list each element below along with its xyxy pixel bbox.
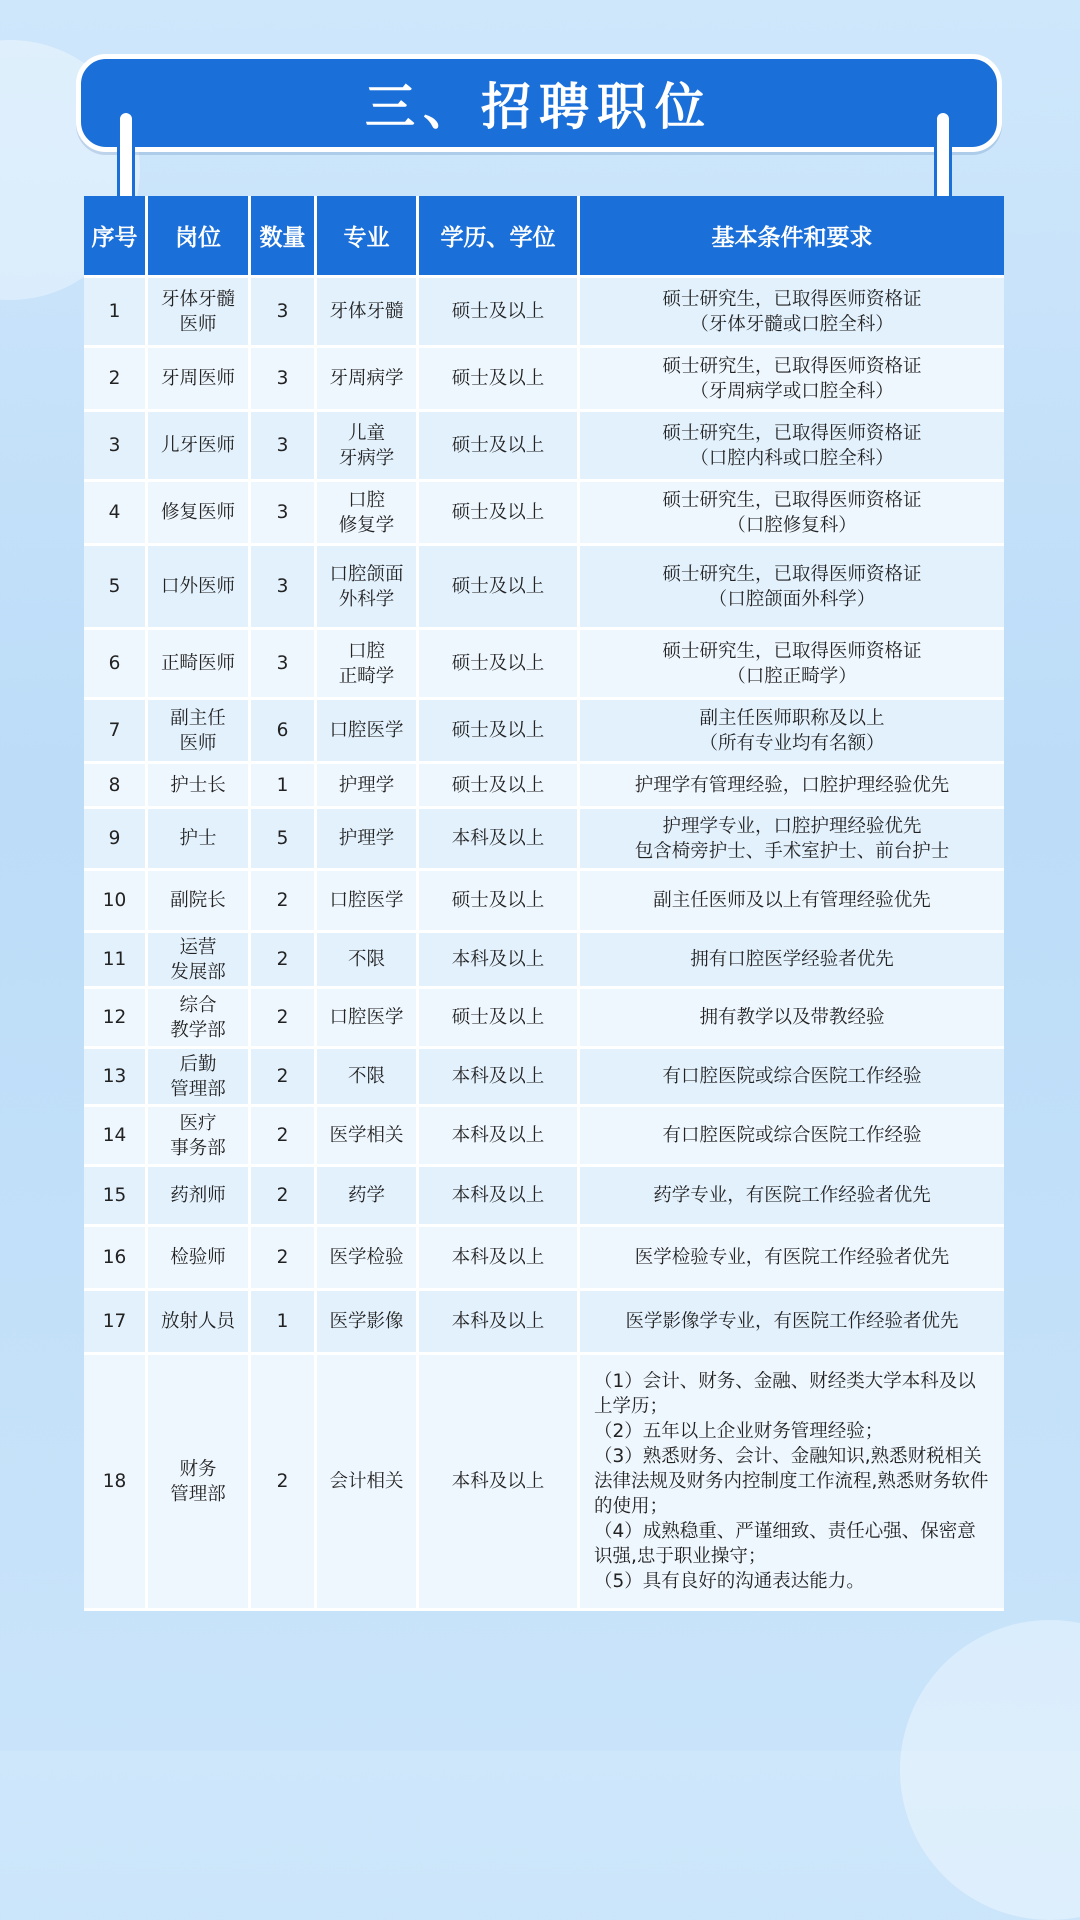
cell-post (148, 546, 251, 630)
cell-requirements-line: 拥有口腔医学经验者优先 (690, 949, 894, 970)
cell-no: 15 (84, 1167, 148, 1227)
cell-count: 2 (251, 1355, 317, 1611)
cell-requirements (580, 630, 1004, 700)
cell-requirements-line: （牙周病学或口腔全科） (690, 380, 894, 402)
cell-education: 本科及以上 (419, 1227, 580, 1291)
cell-requirements (580, 1227, 1004, 1291)
cell-requirements (580, 933, 1004, 989)
cell-major (317, 1227, 419, 1291)
cell-requirements-line: （口腔内科或口腔全科） (690, 447, 894, 469)
cell-requirements (580, 482, 1004, 546)
cell-no: 2 (84, 348, 148, 412)
cell-post (148, 1291, 251, 1355)
cell-education: 硕士及以上 (419, 482, 580, 546)
cell-education: 本科及以上 (419, 1049, 580, 1107)
cell-requirements-line: 包含椅旁护士、手术室护士、前台护士 (634, 840, 950, 862)
cell-education: 本科及以上 (419, 1107, 580, 1167)
cell-education: 本科及以上 (419, 1167, 580, 1227)
cell-post-line: 管理部 (170, 1483, 226, 1505)
cell-education: 硕士及以上 (419, 348, 580, 412)
cell-count: 3 (251, 412, 317, 482)
cell-post (148, 764, 251, 809)
table-row (84, 1167, 1004, 1227)
cell-major (317, 348, 419, 412)
cell-major (317, 412, 419, 482)
cell-requirements (580, 546, 1004, 630)
cell-major (317, 1355, 419, 1611)
cell-count: 2 (251, 1107, 317, 1167)
table-row (84, 809, 1004, 871)
cell-count: 3 (251, 630, 317, 700)
cell-no: 8 (84, 764, 148, 809)
cell-major (317, 764, 419, 809)
cell-no: 9 (84, 809, 148, 871)
recruitment-table (84, 196, 1004, 1611)
banner-peg-left (117, 110, 135, 208)
cell-no: 1 (84, 278, 148, 348)
cell-post-line: 后勤 (179, 1053, 217, 1075)
cell-requirements-line: 有口腔医院或综合医院工作经验 (662, 1066, 922, 1087)
header-education: 学历、学位 (419, 196, 580, 278)
table-row (84, 546, 1004, 630)
cell-major-line: 牙体牙髓 (329, 301, 404, 322)
cell-count: 2 (251, 989, 317, 1049)
cell-requirements-line: （2）五年以上企业财务管理经验； (594, 1421, 884, 1442)
cell-no: 10 (84, 871, 148, 933)
cell-education: 本科及以上 (419, 933, 580, 989)
table-row (84, 764, 1004, 809)
cell-post (148, 1355, 251, 1611)
cell-major (317, 546, 419, 630)
cell-post-line: 发展部 (170, 961, 226, 983)
cell-requirements-line: （4）成熟稳重、严谨细致、责任心强、保密意识强,忠于职业操守； (594, 1521, 976, 1567)
cell-major (317, 871, 419, 933)
cell-count: 5 (251, 809, 317, 871)
cell-count: 2 (251, 871, 317, 933)
cell-post (148, 278, 251, 348)
cell-post-line: 医师 (179, 313, 217, 335)
cell-major-line: 口腔医学 (329, 720, 404, 741)
cell-count: 6 (251, 700, 317, 764)
table-row (84, 1291, 1004, 1355)
cell-post (148, 700, 251, 764)
table-row (84, 1355, 1004, 1611)
title-banner (76, 54, 1002, 152)
cell-major (317, 700, 419, 764)
cell-requirements-line: （1）会计、财务、金融、财经类大学本科及以上学历； (594, 1371, 976, 1417)
cell-requirements-line: 拥有教学以及带教经验 (699, 1007, 885, 1028)
cell-major-line: 医学检验 (329, 1247, 404, 1268)
cell-no: 4 (84, 482, 148, 546)
cell-count: 3 (251, 546, 317, 630)
cell-post-line: 检验师 (170, 1247, 226, 1268)
cell-major-line: 修复学 (338, 514, 395, 536)
cell-requirements-line: 硕士研究生，已取得医师资格证 (662, 563, 922, 585)
cell-education: 硕士及以上 (419, 412, 580, 482)
table-row (84, 871, 1004, 933)
cell-post-line: 牙体牙髓 (160, 288, 235, 310)
cell-no: 6 (84, 630, 148, 700)
cell-major-line: 正畸学 (338, 665, 395, 687)
table-row (84, 482, 1004, 546)
cell-post (148, 630, 251, 700)
cell-requirements-line: 硕士研究生，已取得医师资格证 (662, 288, 922, 310)
cell-major-line: 会计相关 (329, 1471, 404, 1492)
cell-requirements-line: 有口腔医院或综合医院工作经验 (662, 1125, 922, 1146)
cell-major (317, 482, 419, 546)
cell-post (148, 809, 251, 871)
cell-requirements-line: （口腔修复科） (727, 514, 857, 536)
cell-education: 硕士及以上 (419, 764, 580, 809)
cell-post (148, 933, 251, 989)
recruitment-table-container (84, 196, 1004, 1611)
cell-count: 3 (251, 482, 317, 546)
cell-post (148, 989, 251, 1049)
cell-requirements-line: 硕士研究生，已取得医师资格证 (662, 422, 922, 444)
cell-major-line: 牙病学 (338, 447, 395, 469)
cell-post-line: 管理部 (170, 1078, 226, 1100)
cell-requirements (580, 1049, 1004, 1107)
header-post: 岗位 (148, 196, 251, 278)
cell-requirements (580, 1355, 1004, 1611)
cell-major-line: 不限 (347, 1066, 385, 1087)
cell-count: 3 (251, 348, 317, 412)
cell-post-line: 综合 (179, 994, 217, 1016)
header-count: 数量 (251, 196, 317, 278)
header-no: 序号 (84, 196, 148, 278)
cell-major (317, 1107, 419, 1167)
cell-count: 2 (251, 1167, 317, 1227)
cell-major (317, 278, 419, 348)
cell-major-line: 口腔颌面 (329, 563, 404, 585)
cell-requirements-line: 医学影像学专业，有医院工作经验者优先 (625, 1311, 959, 1332)
cell-requirements (580, 278, 1004, 348)
cell-major (317, 1167, 419, 1227)
cell-count: 2 (251, 1227, 317, 1291)
cell-major-line: 医学影像 (329, 1311, 404, 1332)
cell-requirements-line: （牙体牙髓或口腔全科） (690, 313, 894, 335)
cell-post-line: 口外医师 (160, 576, 235, 597)
cell-education: 本科及以上 (419, 1291, 580, 1355)
cell-major-line: 儿童 (347, 422, 385, 444)
cell-post (148, 348, 251, 412)
header-major: 专业 (317, 196, 419, 278)
table-row (84, 630, 1004, 700)
cell-major (317, 809, 419, 871)
cell-major (317, 630, 419, 700)
cell-education: 硕士及以上 (419, 278, 580, 348)
cell-major-line: 药学 (347, 1185, 385, 1206)
cell-major-line: 口腔 (347, 489, 385, 511)
cell-post (148, 1049, 251, 1107)
cell-post-line: 运营 (179, 936, 217, 958)
cell-post-line: 副院长 (170, 890, 226, 911)
cell-requirements (580, 871, 1004, 933)
cell-requirements-line: 硕士研究生，已取得医师资格证 (662, 355, 922, 377)
cell-post-line: 财务 (179, 1458, 217, 1480)
cell-requirements-line: 副主任医师职称及以上 (699, 707, 885, 729)
cell-no: 16 (84, 1227, 148, 1291)
cell-post-line: 护士长 (170, 774, 226, 796)
table-row (84, 278, 1004, 348)
cell-post-line: 医疗 (179, 1112, 217, 1134)
cell-post-line: 教学部 (170, 1019, 226, 1041)
cell-no: 14 (84, 1107, 148, 1167)
cell-no: 11 (84, 933, 148, 989)
cell-post (148, 412, 251, 482)
table-row (84, 1107, 1004, 1167)
cell-major (317, 1291, 419, 1355)
cell-education: 硕士及以上 (419, 700, 580, 764)
cell-major-line: 护理学 (338, 774, 395, 796)
cell-requirements-line: （口腔颌面外科学） (708, 588, 876, 610)
cell-count: 1 (251, 764, 317, 809)
cell-requirements-line: （3）熟悉财务、会计、金融知识,熟悉财税相关法律法规及财务内控制度工作流程,熟悉财务软件的使用； (594, 1446, 989, 1517)
cell-post-line: 护士 (179, 828, 217, 849)
cell-count: 2 (251, 1049, 317, 1107)
cell-post-line: 正畸医师 (160, 653, 235, 674)
table-row (84, 348, 1004, 412)
cell-no: 7 (84, 700, 148, 764)
cell-major-line: 不限 (347, 949, 385, 970)
cell-post-line: 修复医师 (160, 502, 235, 523)
cell-major-line: 护理学 (338, 828, 395, 849)
cell-education: 硕士及以上 (419, 989, 580, 1049)
cell-post (148, 1167, 251, 1227)
cell-requirements-line: 医学检验专业，有医院工作经验者优先 (634, 1247, 950, 1268)
page-title: 三、招聘职位 (365, 78, 713, 136)
cell-post-line: 副主任 (170, 707, 226, 729)
table-row (84, 1049, 1004, 1107)
cell-education: 硕士及以上 (419, 871, 580, 933)
background-blob (900, 1620, 1080, 1920)
table-row (84, 1227, 1004, 1291)
cell-major-line: 口腔医学 (329, 890, 404, 911)
cell-post-line: 事务部 (170, 1137, 226, 1159)
cell-major (317, 989, 419, 1049)
cell-education: 硕士及以上 (419, 630, 580, 700)
cell-education: 本科及以上 (419, 1355, 580, 1611)
cell-requirements-line: （所有专业均有名额） (699, 732, 885, 754)
table-row (84, 989, 1004, 1049)
cell-requirements-line: 硕士研究生，已取得医师资格证 (662, 640, 922, 662)
cell-requirements (580, 348, 1004, 412)
cell-no: 5 (84, 546, 148, 630)
cell-post (148, 1227, 251, 1291)
cell-requirements-line: 副主任医师及以上有管理经验优先 (653, 890, 931, 911)
cell-post (148, 1107, 251, 1167)
cell-post-line: 儿牙医师 (160, 435, 235, 456)
banner-peg-right (934, 110, 952, 208)
cell-count: 1 (251, 1291, 317, 1355)
cell-major-line: 口腔 (347, 640, 385, 662)
cell-major-line: 牙周病学 (329, 368, 404, 389)
cell-post-line: 医师 (179, 732, 217, 754)
cell-no: 12 (84, 989, 148, 1049)
cell-no: 13 (84, 1049, 148, 1107)
cell-major (317, 1049, 419, 1107)
cell-major-line: 外科学 (338, 588, 395, 610)
cell-count: 2 (251, 933, 317, 989)
cell-requirements (580, 1107, 1004, 1167)
cell-count: 3 (251, 278, 317, 348)
cell-no: 17 (84, 1291, 148, 1355)
cell-education: 硕士及以上 (419, 546, 580, 630)
cell-requirements-line: （5）具有良好的沟通表达能力。 (594, 1571, 865, 1592)
cell-requirements (580, 764, 1004, 809)
cell-requirements-line: 硕士研究生，已取得医师资格证 (662, 489, 922, 511)
cell-requirements (580, 989, 1004, 1049)
cell-requirements (580, 1291, 1004, 1355)
cell-major-line: 医学相关 (329, 1125, 404, 1146)
cell-requirements-line: 护理学专业，口腔护理经验优先 (662, 815, 922, 837)
table-row (84, 933, 1004, 989)
cell-no: 3 (84, 412, 148, 482)
cell-requirements-line: （口腔正畸学） (727, 665, 857, 687)
table-header-row (84, 196, 1004, 278)
cell-major-line: 口腔医学 (329, 1007, 404, 1028)
cell-requirements-line: 药学专业，有医院工作经验者优先 (653, 1185, 931, 1206)
cell-major (317, 933, 419, 989)
cell-post-line: 药剂师 (170, 1185, 226, 1206)
cell-education: 本科及以上 (419, 809, 580, 871)
cell-requirements (580, 1167, 1004, 1227)
cell-requirements-line: 护理学有管理经验，口腔护理经验优先 (634, 774, 950, 796)
header-requirements: 基本条件和要求 (580, 196, 1004, 278)
cell-post (148, 871, 251, 933)
table-row (84, 700, 1004, 764)
cell-post (148, 482, 251, 546)
cell-no: 18 (84, 1355, 148, 1611)
cell-requirements (580, 700, 1004, 764)
cell-requirements (580, 412, 1004, 482)
cell-requirements (580, 809, 1004, 871)
cell-post-line: 放射人员 (160, 1311, 235, 1332)
table-row (84, 412, 1004, 482)
cell-post-line: 牙周医师 (160, 368, 235, 389)
